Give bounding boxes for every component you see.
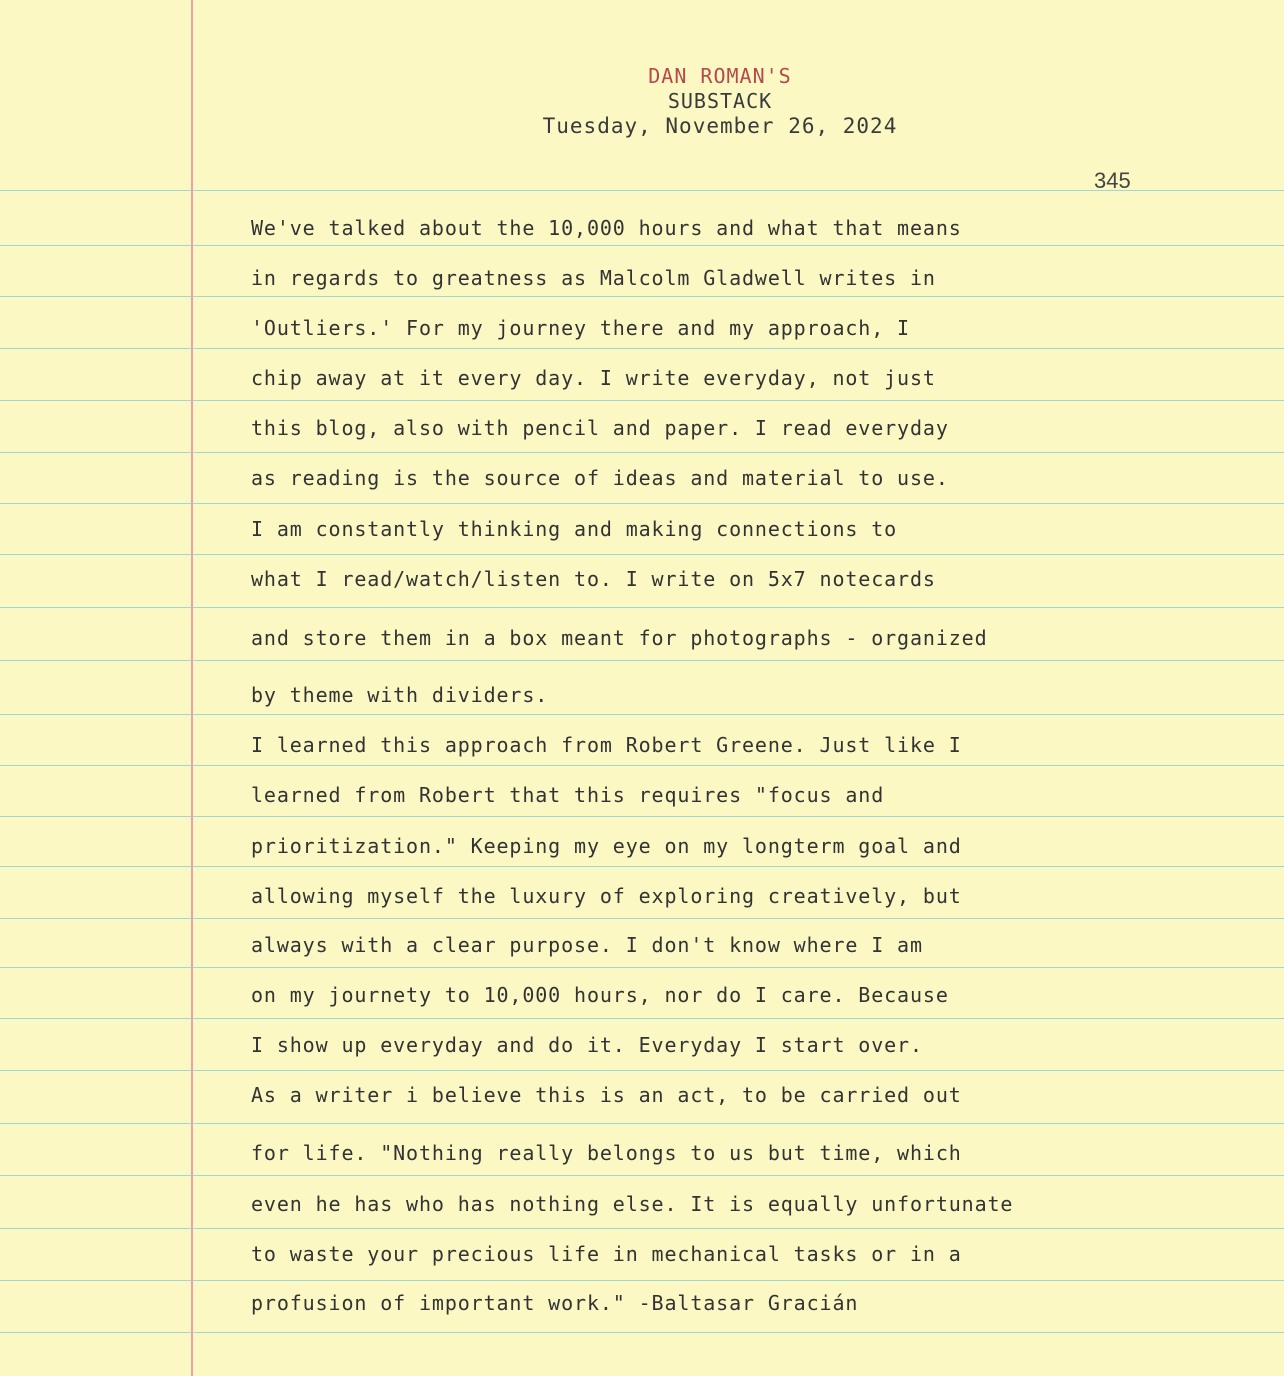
text-line: as reading is the source of ideas and material to use. (251, 466, 949, 490)
text-line: I am constantly thinking and making connections to (251, 517, 898, 541)
text-line: We've talked about the 10,000 hours and what that means (251, 216, 962, 240)
text-line: always with a clear purpose. I don't know where I am (251, 933, 923, 957)
text-line: allowing myself the luxury of exploring creatively, but (251, 884, 962, 908)
text-line: and store them in a box meant for photographs - organized (251, 626, 988, 650)
text-line: chip away at it every day. I write everyday, not just (251, 366, 936, 390)
brand-name: DAN ROMAN'S (648, 64, 792, 88)
text-line: for life. "Nothing really belongs to us but time, which (251, 1141, 962, 1165)
text-line: in regards to greatness as Malcolm Gladwell writes in (251, 266, 936, 290)
text-line: to waste your precious life in mechanical tasks or in a (251, 1242, 962, 1266)
text-line: this blog, also with pencil and paper. I read everyday (251, 416, 949, 440)
text-line: 'Outliers.' For my journey there and my approach, I (251, 316, 910, 340)
text-line: even he has who has nothing else. It is equally unfortunate (251, 1192, 1014, 1216)
brand-subtitle: SUBSTACK (667, 89, 773, 113)
text-line: on my journety to 10,000 hours, nor do I care. Because (251, 983, 949, 1007)
margin-line (191, 0, 193, 1376)
text-line: I show up everyday and do it. Everyday I start over. (251, 1033, 923, 1057)
page-number: 345 (1094, 168, 1131, 193)
post-date: Tuesday, November 26, 2024 (542, 114, 898, 138)
text-line: by theme with dividers. (251, 683, 549, 707)
text-line: I learned this approach from Robert Greene. Just like I (251, 733, 962, 757)
text-line: what I read/watch/listen to. I write on 5x7 notecards (251, 567, 936, 591)
text-line: profusion of important work." -Baltasar Gracián (251, 1291, 859, 1315)
text-line: As a writer i believe this is an act, to be carried out (251, 1083, 962, 1107)
text-line: prioritization." Keeping my eye on my longterm goal and (251, 834, 962, 858)
text-line: learned from Robert that this requires "focus and (251, 783, 885, 807)
